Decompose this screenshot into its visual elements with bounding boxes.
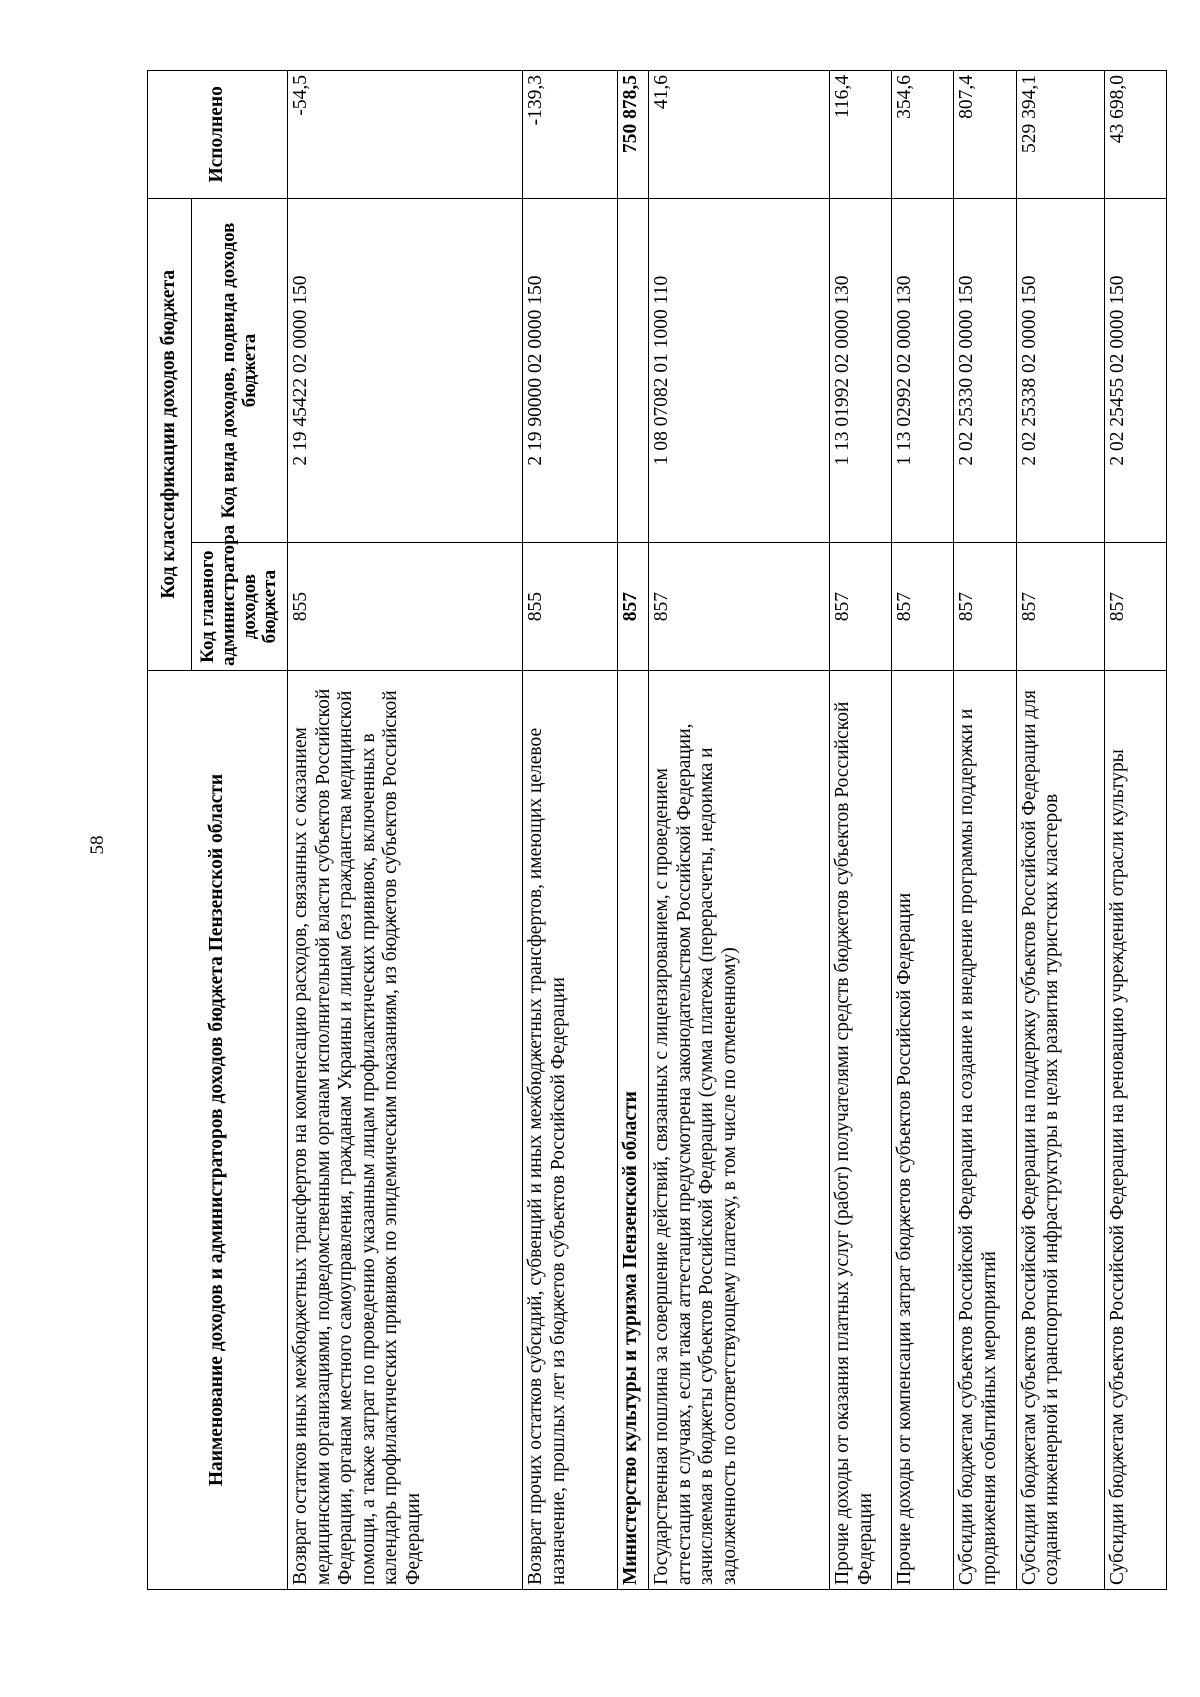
rotated-table-area	[147, 70, 1167, 1590]
row-admin-code: 855	[288, 543, 523, 671]
row-admin-code: 857	[954, 543, 1016, 671]
row-amount: -54,5	[288, 71, 523, 199]
row-name: Возврат остатков иных межбюджетных трансфертов на компенсацию расходов, связанных с оказанием медицинскими организациями, подведомственными органам исполнительной власти субъектов Российской Федерации, органам местного самоуправления, гражданам Украины и лицам без гражданства медицинской помощи, а также затрат по проведению указанным лицам профилактических прививок, включенных в календарь профилактических прививок по эпидемическим показаниям, из бюджетов субъектов Российской Федерации	[288, 670, 523, 1589]
row-admin-code: 857	[1016, 543, 1104, 671]
row-name: Субсидии бюджетам субъектов Российской Федерации на реновацию учреждений отрасли культуры	[1104, 670, 1166, 1589]
header-admin-code: Код главного администратора доходов бюджета	[192, 543, 288, 671]
table-row	[649, 71, 830, 1590]
row-amount: 750 878,5	[618, 71, 649, 199]
row-name: Субсидии бюджетам субъектов Российской Федерации на поддержку субъектов Российской Федерации для создания инженерной и транспортной инфраструктуры в целях развития туристских кластеров	[1016, 670, 1104, 1589]
header-type-code: Код вида доходов, подвида доходов бюджета	[192, 198, 288, 543]
row-name: Министерство культуры и туризма Пензенской области	[618, 670, 649, 1589]
row-type-code: 1 08 07082 01 1000 110	[649, 198, 830, 543]
row-admin-code: 857	[1104, 543, 1166, 671]
table-row	[523, 71, 618, 1590]
header-row-1	[148, 71, 192, 1590]
table-row	[1104, 71, 1166, 1590]
row-type-code: 1 13 02992 02 0000 130	[892, 198, 954, 543]
row-type-code: 2 02 25330 02 0000 150	[954, 198, 1016, 543]
row-admin-code: 857	[892, 543, 954, 671]
header-name: Наименование доходов и администраторов доходов бюджета Пензенской области	[148, 670, 288, 1589]
header-executed: Исполнено	[148, 71, 288, 199]
row-amount: 41,6	[649, 71, 830, 199]
row-amount: 529 394,1	[1016, 71, 1104, 199]
table-row	[892, 71, 954, 1590]
row-type-code: 1 13 01992 02 0000 130	[830, 198, 892, 543]
row-amount: 807,4	[954, 71, 1016, 199]
table-row	[830, 71, 892, 1590]
row-admin-code: 857	[649, 543, 830, 671]
row-name: Прочие доходы от оказания платных услуг (работ) получателями средств бюджетов субъектов Российской Федерации	[830, 670, 892, 1589]
row-name: Прочие доходы от компенсации затрат бюджетов субъектов Российской Федерации	[892, 670, 954, 1589]
row-amount: -139,3	[523, 71, 618, 199]
header-classification-group: Код классификации доходов бюджета	[148, 198, 192, 670]
page-number: 58	[87, 835, 108, 855]
table-wrapper	[147, 70, 1167, 1590]
row-type-code: 2 02 25338 02 0000 150	[1016, 198, 1104, 543]
table-row	[288, 71, 523, 1590]
table-row-ministry	[618, 71, 649, 1590]
revenue-table	[147, 70, 1167, 1590]
row-name: Возврат прочих остатков субсидий, субвенций и иных межбюджетных трансфертов, имеющих целевое назначение, прошлых лет из бюджетов субъектов Российской Федерации	[523, 670, 618, 1589]
row-name: Субсидии бюджетам субъектов Российской Федерации на создание и внедрение программы поддержки и продвижения событийных мероприятий	[954, 670, 1016, 1589]
row-admin-code: 857	[830, 543, 892, 671]
row-amount: 43 698,0	[1104, 71, 1166, 199]
row-type-code	[618, 198, 649, 543]
row-amount: 116,4	[830, 71, 892, 199]
table-row	[954, 71, 1016, 1590]
row-name: Государственная пошлина за совершение действий, связанных с лицензированием, с проведением аттестации в случаях, если такая аттестация предусмотрена законодательством Российской Федерации, зачисляемая в бюджеты субъектов Российской Федерации (сумма платежа (перерасчеты, недоимка и задолженность по соответствующему платежу, в том числе по отмененному)	[649, 670, 830, 1589]
row-admin-code: 855	[523, 543, 618, 671]
row-type-code: 2 02 25455 02 0000 150	[1104, 198, 1166, 543]
row-admin-code: 857	[618, 543, 649, 671]
row-type-code: 2 19 90000 02 0000 150	[523, 198, 618, 543]
row-type-code: 2 19 45422 02 0000 150	[288, 198, 523, 543]
row-amount: 354,6	[892, 71, 954, 199]
table-row	[1016, 71, 1104, 1590]
